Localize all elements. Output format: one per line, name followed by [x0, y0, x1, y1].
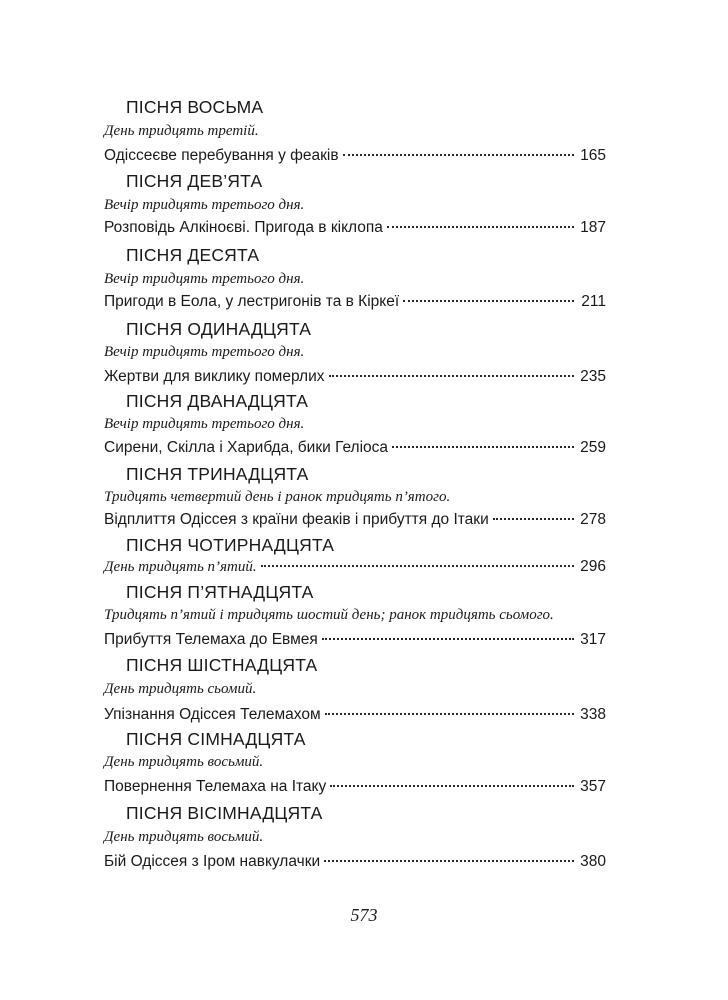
entry-title: Бій Одіссея з Іром навкулачки	[104, 853, 321, 870]
page-number: 380	[580, 853, 606, 870]
page-number: 278	[580, 511, 606, 528]
dot-leader	[325, 713, 574, 715]
section-heading: ПІСНЯ ШІСТНАДЦЯТА	[126, 655, 318, 675]
page-number: 259	[580, 439, 606, 456]
dot-leader	[403, 300, 574, 302]
folio-page-number: 573	[350, 905, 378, 925]
dot-leader	[261, 565, 574, 567]
dot-leader	[330, 785, 574, 787]
section-heading: ПІСНЯ СІМНАДЦЯТА	[126, 729, 306, 749]
toc-entry[interactable]	[104, 146, 606, 166]
toc-entry[interactable]	[104, 438, 606, 458]
page-number: 338	[580, 706, 606, 723]
section-heading: ПІСНЯ ДЕСЯТА	[126, 245, 260, 265]
toc-entry[interactable]	[104, 510, 606, 530]
entry-title: Сирени, Скілла і Харибда, бики Геліоса	[104, 439, 389, 456]
section-subtitle: День тридцять сьомий.	[104, 681, 257, 697]
entry-title: День тридцять п’ятий.	[104, 559, 257, 575]
toc-entry[interactable]	[104, 777, 606, 797]
section-subtitle: Вечір тридцять третього дня.	[104, 344, 305, 360]
dot-leader	[329, 375, 574, 377]
entry-title: Повернення Телемаха на Ітаку	[104, 778, 327, 795]
dot-leader	[322, 638, 574, 640]
dot-leader	[493, 518, 574, 520]
page-number: 357	[580, 778, 606, 795]
section-heading: ПІСНЯ ДВАНАДЦЯТА	[126, 391, 309, 411]
section-subtitle: Вечір тридцять третього дня.	[104, 271, 305, 287]
dot-leader	[343, 154, 574, 156]
page-number: 317	[580, 631, 606, 648]
dot-leader	[392, 446, 574, 448]
toc-entry[interactable]	[104, 367, 606, 387]
page-number: 165	[580, 147, 606, 164]
dot-leader	[387, 226, 574, 228]
entry-title: Розповідь Алкіноєві. Пригода в кіклопа	[104, 219, 383, 236]
page-number: 187	[580, 219, 606, 236]
toc-entry[interactable]	[104, 630, 606, 650]
entry-title: Одіссеєве перебування у феаків	[104, 147, 339, 164]
page-number: 235	[580, 368, 606, 385]
page-number: 296	[580, 558, 606, 575]
page-number: 211	[581, 293, 606, 310]
section-heading: ПІСНЯ ТРИНАДЦЯТА	[126, 464, 309, 484]
section-subtitle: День тридцять восьмий.	[104, 829, 264, 845]
section-heading: ПІСНЯ ВІСІМНАДЦЯТА	[126, 803, 323, 823]
toc-entry[interactable]	[104, 218, 606, 238]
entry-title: Жертви для виклику померлих	[104, 368, 325, 385]
toc-entry[interactable]	[104, 557, 606, 577]
section-subtitle: День тридцять третій.	[104, 123, 259, 139]
section-subtitle: День тридцять восьмий.	[104, 754, 264, 770]
dot-leader	[324, 860, 574, 862]
entry-title: Прибуття Телемаха до Евмея	[104, 631, 318, 648]
section-subtitle: Вечір тридцять третього дня.	[104, 416, 305, 432]
toc-entry[interactable]	[104, 292, 606, 312]
section-heading: ПІСНЯ ВОСЬМА	[126, 97, 264, 117]
section-subtitle: Тридцять четвертий день і ранок тридцять п’ятого.	[104, 489, 451, 505]
section-heading: ПІСНЯ ДЕВ’ЯТА	[126, 171, 263, 191]
section-subtitle: Вечір тридцять третього дня.	[104, 197, 305, 213]
toc-entry[interactable]	[104, 852, 606, 872]
entry-title: Відплиття Одіссея з країни феаків і прибуття до Ітаки	[104, 511, 489, 528]
section-subtitle: Тридцять п’ятий і тридцять шостий день; ранок тридцять сьомого.	[104, 607, 554, 623]
entry-title: Упізнання Одіссея Телемахом	[104, 706, 321, 723]
entry-title: Пригоди в Еола, у лестригонів та в Кіркеї	[104, 293, 400, 310]
section-heading: ПІСНЯ ОДИНАДЦЯТА	[126, 319, 312, 339]
toc-entry[interactable]	[104, 705, 606, 725]
section-heading: ПІСНЯ П’ЯТНАДЦЯТА	[126, 582, 314, 602]
section-heading: ПІСНЯ ЧОТИРНАДЦЯТА	[126, 535, 335, 555]
